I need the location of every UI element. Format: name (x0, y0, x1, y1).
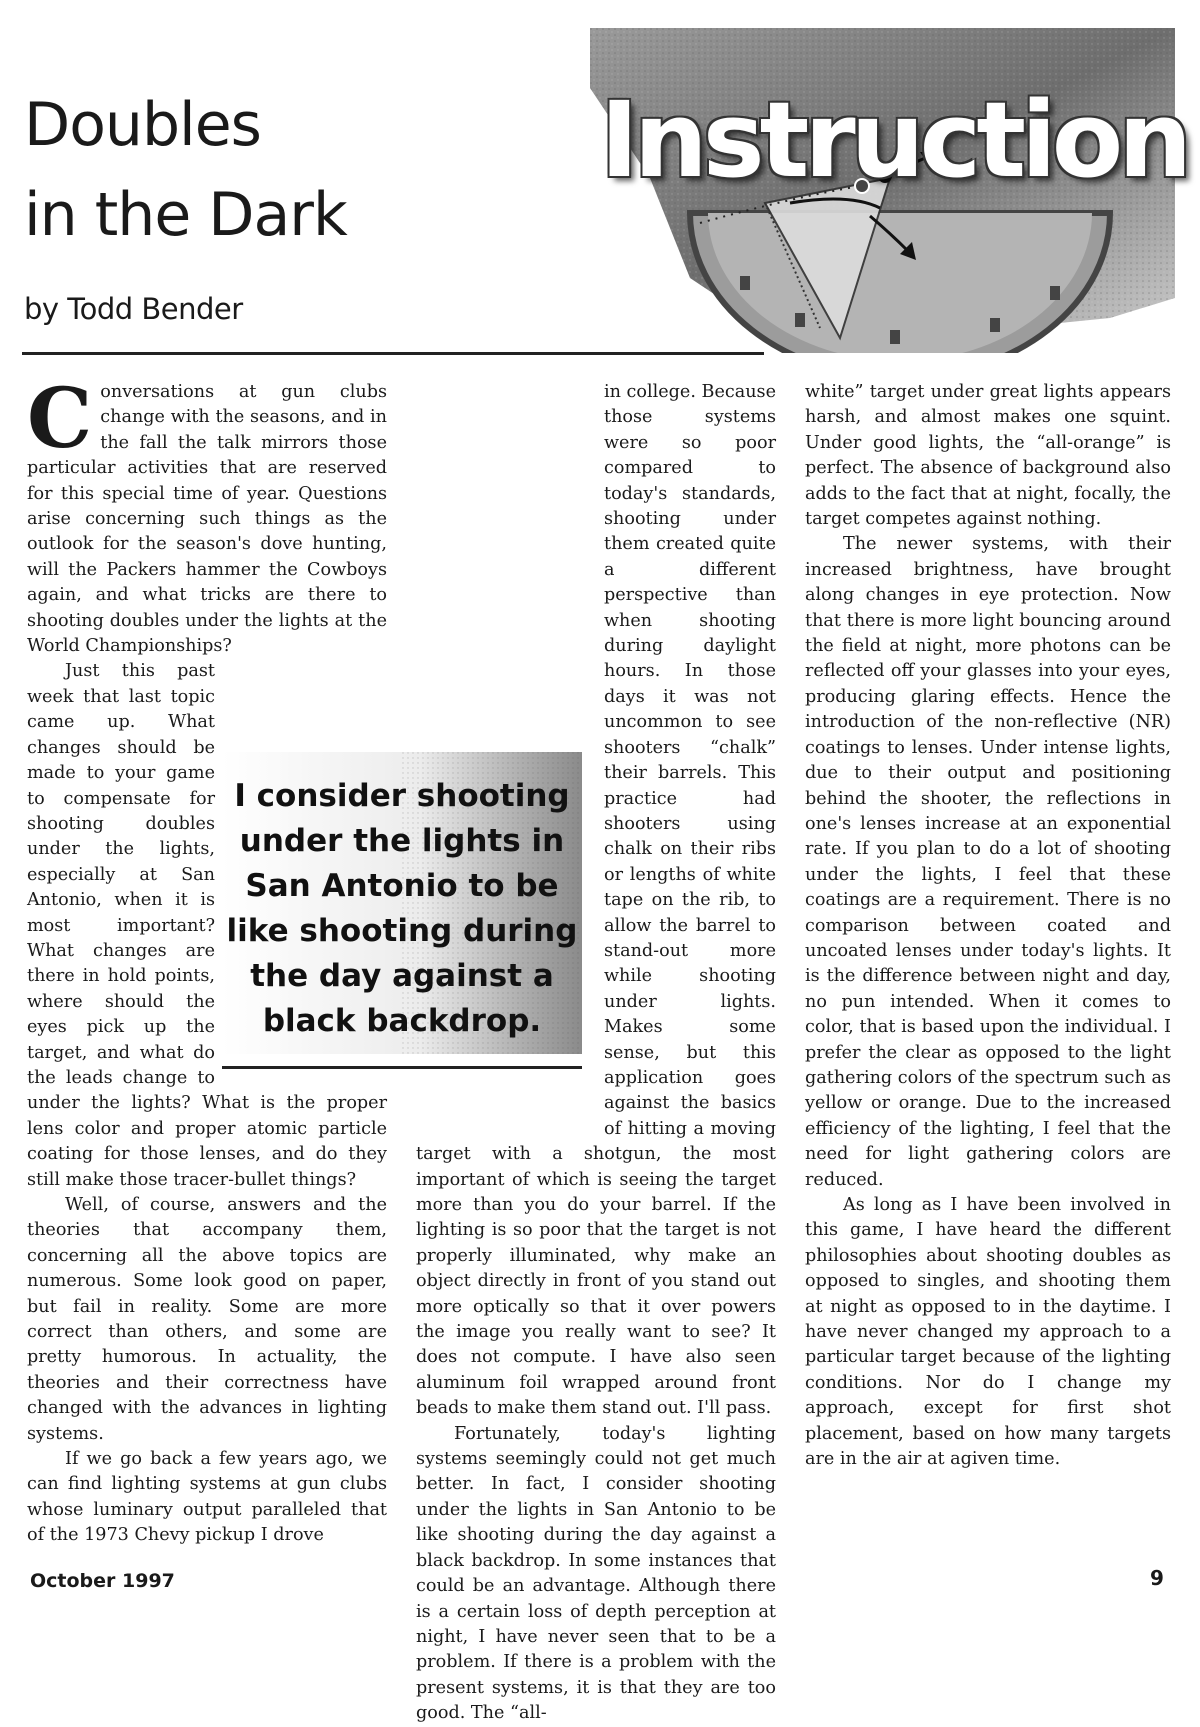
paragraph: As long as I have been involved in this game, I have heard the different philosophies about shooting doubles as opposed to singles, and shooting them at night as opposed to in the daytime. I have never changed my approach to a particular target because of the lighting conditions. Nor do I change my approach, except for first shot placement, based on how many targets are in the air at agiven time. (805, 1195, 1171, 1470)
paragraph: Just this past week that last topic came up. What changes should be made to your game to compensate for shooting doubles under the lights, especially at San Antonio, when it is most important? What changes are there in hold points, where should the eyes pick up the target, and what do the leads change to under the lights? What is the proper lens color and proper atomic particle coating for those lenses, and do they still make those tracer-bullet things? (27, 661, 387, 1190)
banner-title: Instruction (600, 79, 1188, 201)
byline: by Todd Bender (24, 292, 243, 326)
article-title (24, 80, 347, 260)
paragraph: Well, of course, answers and the theories that accompany them, concerning all the above topics are numerous. Some look good on paper, but fail in reality. Some are more correct than others, and some are pretty humorous. In actuality, the theories and their correctness have changed with the advances in lighting systems. (27, 1195, 387, 1444)
paragraph: in college. Because those systems were so poor compared to today's standards, shooting under them created quite a different perspective than when shooting during daylight hours. In those days it was not uncommon to see shooters “chalk” their barrels. This practice had shooters using chalk on their ribs or lengths of white tape on the rib, to allow the barrel to stand-out more while shooting under lights. Makes some sense, but this application goes against the basics of hitting a moving target with a shotgun, the most important of which is seeing the target more than you do your barrel. If the lighting is so poor that the target is not properly illuminated, why make an object directly in front of you stand out more optically so that it over powers the image you really want to see? It does not compute. I have also seen aluminum foil wrapped around front beads to make them stand out. I'll pass. (416, 382, 776, 1419)
paragraph: The newer systems, with their increased brightness, have brought along changes in eye protection. Now that there is more light bouncing around the field at night, more photons can be reflected off your glasses into your eyes, producing glaring effects. Hence the introduction of the non-reflective (NR) coatings to lenses. Under intense lights, due to their output and positioning behind the shooter, the reflections in one's lenses increase at an exponential rate. If you plan to do a lot of shooting under the lights, I feel that these coatings are a requirement. There is no comparison between coated and uncoated lenses under today's lights. It is the difference between night and day, no pun intended. When it comes to color, that is based upon the individual. I prefer the clear as opposed to the light gathering colors of the spectrum such as yellow or orange. Due to the increased efficiency of the lighting, I feel that the need for light gathering colors are reduced. (805, 534, 1171, 1190)
page-number: 9 (1150, 1566, 1164, 1590)
pull-quote-line: the day against a (250, 958, 554, 994)
paragraph: Fortunately, today's lighting systems seemingly could not get much better. In fact, I consider shooting under the lights in San Antonio to be like shooting during the day against a black backdrop. In some instances that could be an advantage. Although there is a certain loss of depth perception at night, I have never seen that to be a problem. If there is a problem with the present systems, it is that they are too good. The “all- (416, 1423, 776, 1724)
paragraph (27, 371, 387, 659)
pull-quote-line: under the lights in (239, 823, 565, 859)
title-line-1: Doubles (24, 90, 261, 160)
paragraph-text: onversations at gun clubs change with the seasons, and in the fall the talk mirrors those particular activities that are reserved for this special time of year. Questions arise concerning such things as the outlook for the season's dove hunting, will the Packers hammer the Cowboys again, and what tricks are there to shooting doubles under the lights at the World Championships? (27, 382, 387, 657)
pull-quote-line: black backdrop. (262, 1003, 542, 1039)
pull-quote-text (222, 774, 582, 1044)
pull-quote-rule (222, 1066, 582, 1069)
drop-cap: C (27, 371, 93, 467)
pull-quote (222, 752, 582, 1072)
pull-quote-line: San Antonio to be (245, 868, 559, 904)
paragraph: If we go back a few years ago, we can find lighting systems at gun clubs whose luminary output paralleled that of the 1973 Chevy pickup I drove (27, 1449, 387, 1546)
column-3 (805, 380, 1171, 1472)
paragraph: white” target under great lights appears harsh, and almost makes one squint. Under good lights, the “all-orange” is perfect. The absence of background also adds to the fact that at night, focally, the target competes against nothing. (805, 382, 1171, 530)
issue-date: October 1997 (30, 1570, 175, 1592)
pull-quote-line: like shooting during (226, 913, 578, 949)
pull-quote-line: I consider shooting (234, 778, 570, 814)
title-line-2: in the Dark (24, 180, 347, 250)
